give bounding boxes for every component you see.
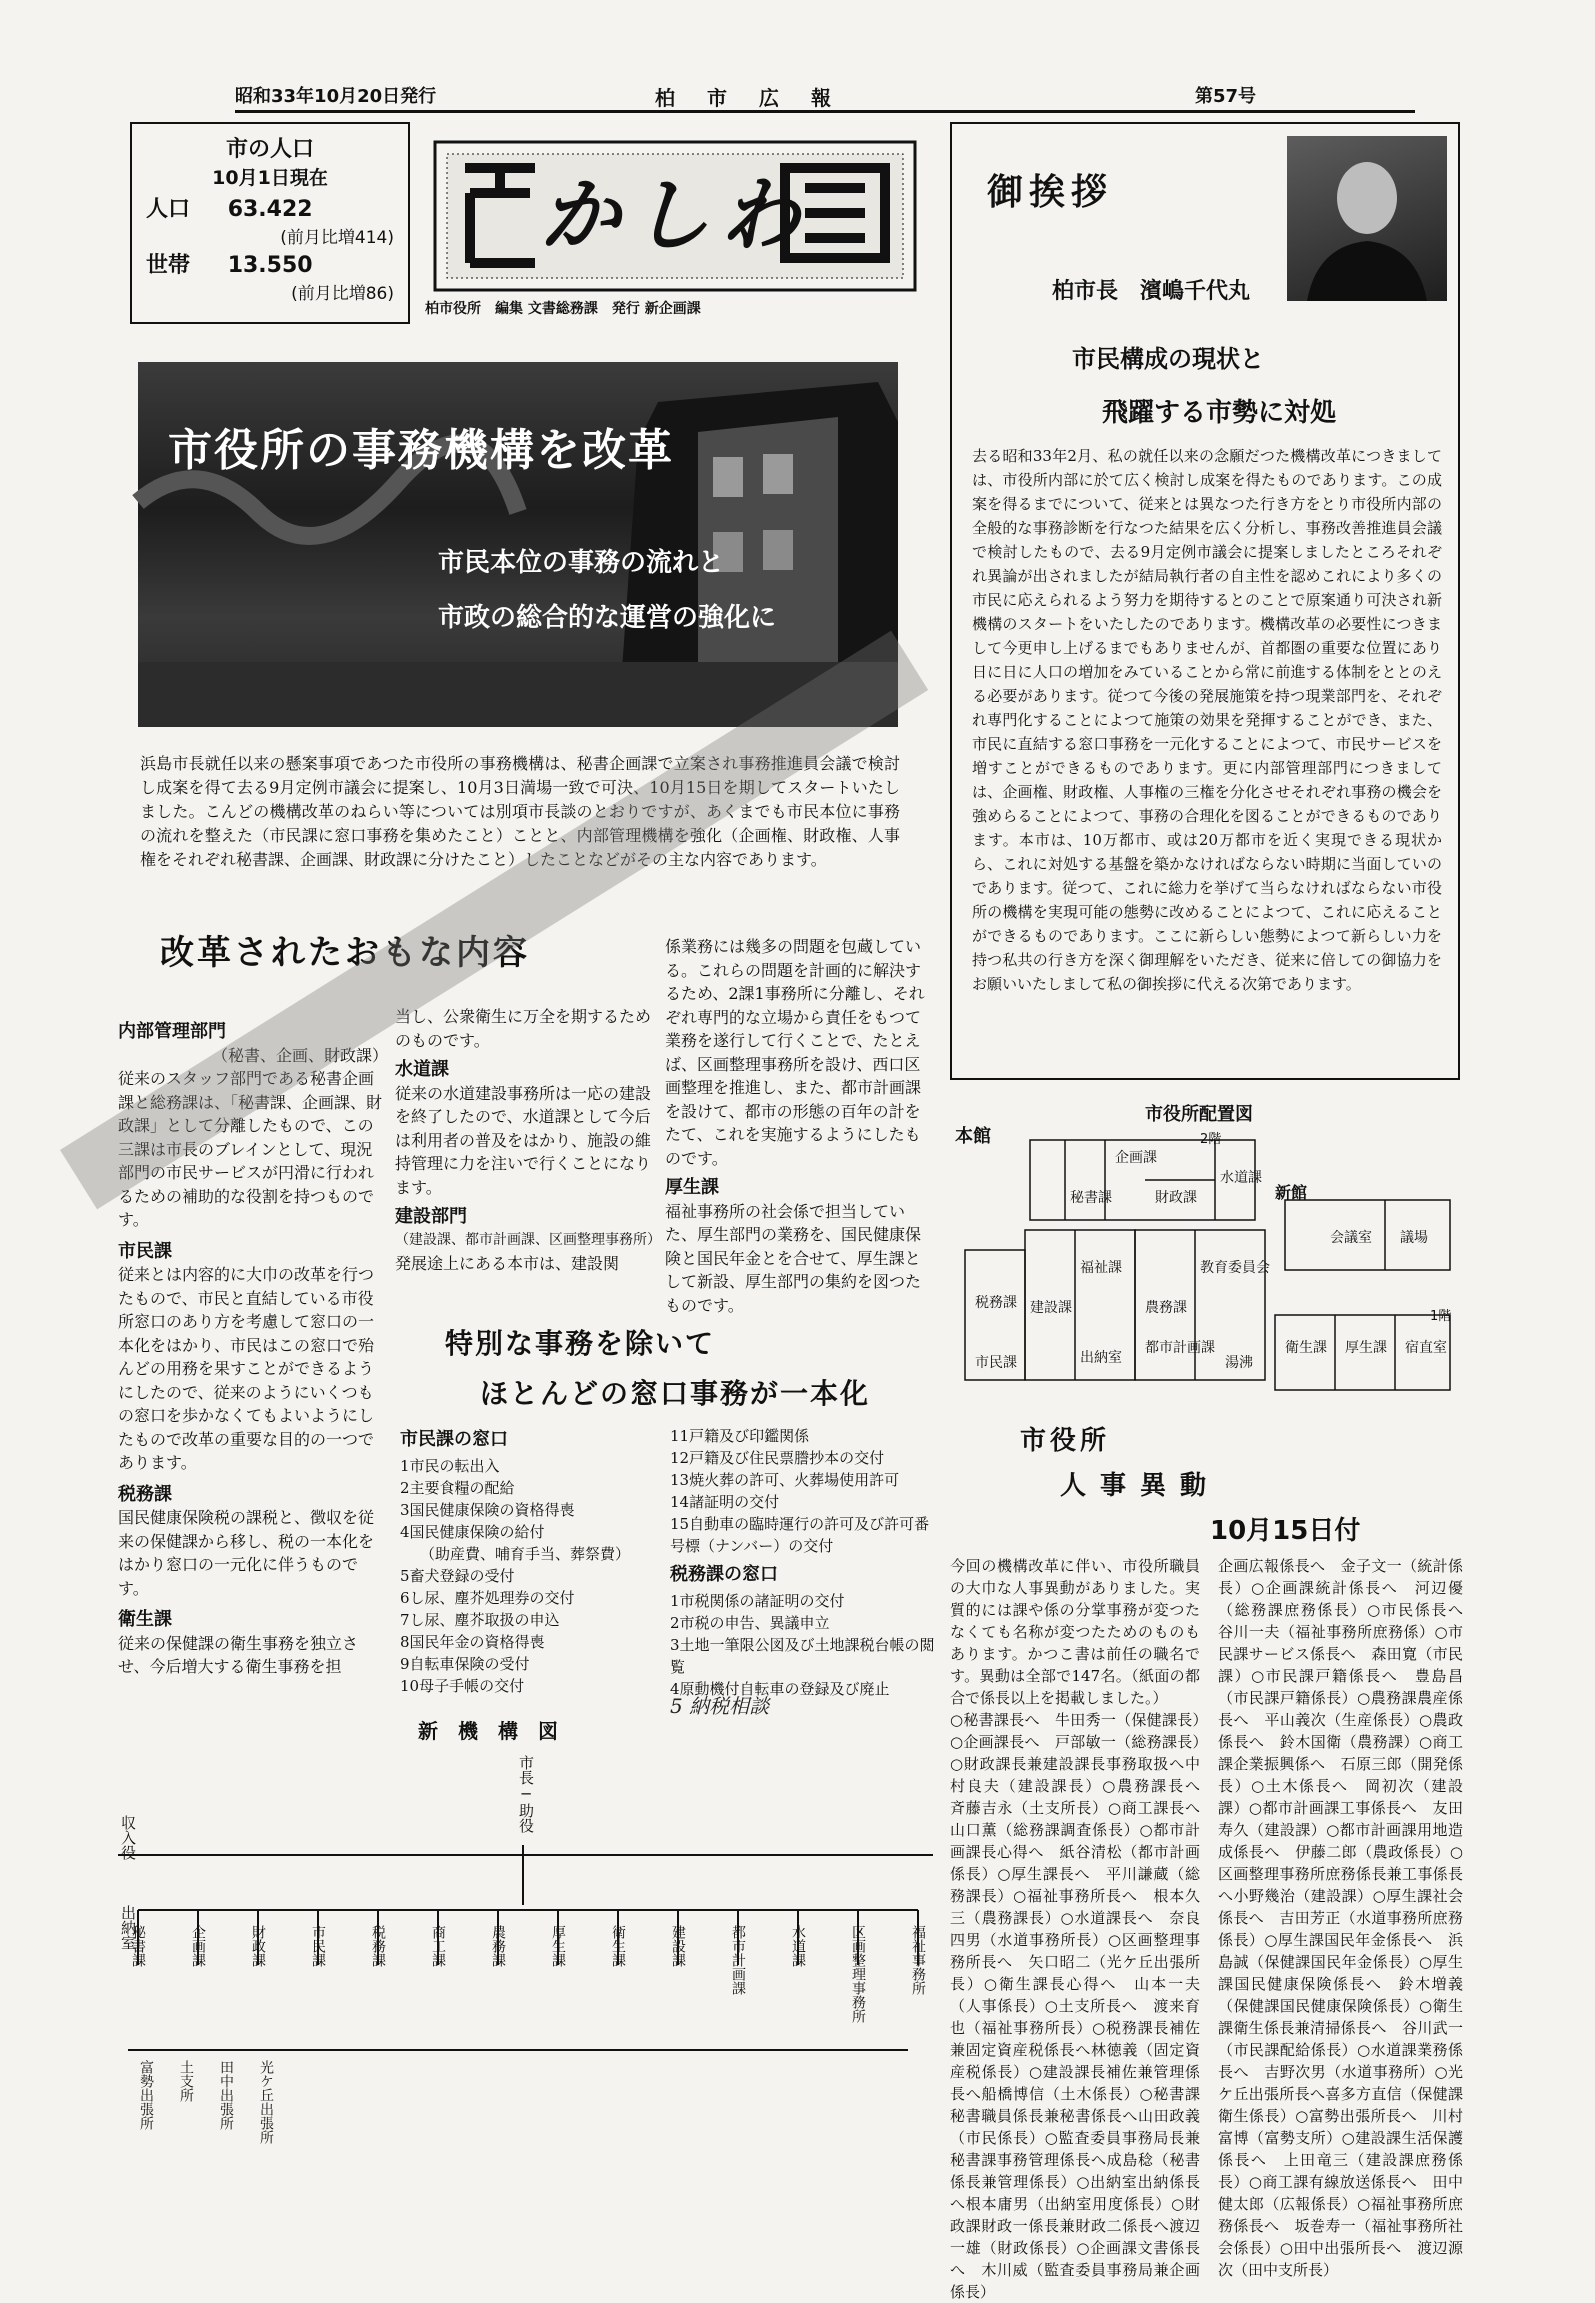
room-label: 湯沸 [1225,1355,1253,1371]
room-label: 秘書課 [1070,1190,1112,1206]
room-label: 衛生課 [1285,1340,1327,1356]
personnel-intro: 今回の機構改革に伴い、市役所職員の大巾な人事異動がありました。実質的には課や係の分掌事務が変つたなくても名称が変つたためのものもあります。かつこ書は前任の職名です。異動は全部で147名。（紙面の都合で係長以上を掲載しました。） [950,1557,1200,1707]
org-dept: 秘書課 [130,1925,146,1967]
shinkan-label: 新館 [1275,1183,1308,1202]
greeting-box [950,122,1460,1080]
masthead-logo [425,128,925,318]
list-item: 8国民年金の資格得喪 [400,1633,545,1651]
window-title1: 特別な事務を除いて [445,1327,716,1360]
room-label: 財政課 [1155,1190,1197,1206]
reform-text: 福祉事務所の社会係で担当していた、厚生部門の業務を、国民健康保険と国民年金とを合せて、厚生課として新設、厚生部門の集約を図つたものです。 [665,1201,922,1315]
personnel-title2: 人事異動 [1060,1471,1221,1501]
floor-plan [955,1100,1460,1410]
reform-heading: 建設部門 [395,1206,467,1227]
shimin-window-list [400,1455,660,1697]
list-item: 13焼火葬の許可、火葬場使用許可 [670,1471,900,1489]
room-label: 農務課 [1145,1300,1187,1316]
personnel-date: 10月15日付 [1210,1516,1361,1546]
paper-name: 柏 市 広 報 [655,86,837,110]
room-label: 議場 [1400,1230,1428,1246]
list-item: 4原動機付自転車の登録及び廃止 [670,1680,890,1698]
masthead-rule [235,110,1415,113]
room-label: 企画課 [1115,1150,1157,1166]
org-dept: 建設課 [670,1925,686,1967]
shimin-window-list-2 [670,1425,935,1557]
reform-heading: 税務課 [118,1483,172,1505]
org-chart-title: 新 機 構 図 [418,1719,558,1743]
people-label: 人口 [146,197,191,222]
reform-text: 従来のスタッフ部門である秘書企画課と総務課は、「秘書課、企画課、財政課」として分離したもので、この三課は市長のブレインとして、現況部門の市民サービスが円滑に行われるための補助的な役割を持つものです。 [118,1069,383,1229]
room-label: 会議室 [1330,1230,1372,1246]
list-item: 15自動車の臨時運行の許可及び許可番号標（ナンバー）の交付 [670,1515,930,1555]
households-label: 世帯 [146,253,191,278]
households-value: 13.550 [227,253,313,278]
zeimu-window-title: 税務課の窓口 [670,1564,778,1585]
reform-heading: 水道課 [395,1059,449,1080]
org-dept: 財政課 [250,1925,266,1967]
org-dept: 農務課 [490,1925,506,1967]
floor1-label: 1階 [1430,1309,1452,1324]
reform-text: 係業務には幾多の問題を包蔵している。これらの問題を計画的に解決するため、2課1事務所に分離し、それぞれ専門的な立場から責任をもつて業務を遂行して行くことで、たとえば、区画整理事務所を設け、西口区画整理を推進し、また、都市計画課を設けて、都市の形態の百年の計をたて、これを実施するようにしたものです。 [665,937,925,1168]
handwritten-note: 5 納税相談 [670,1694,770,1718]
reform-text: 国民健康保険税の課税と、徴収を従来の保健課から移し、税の一本化をはかり窓口の一元化に伴うものです。 [118,1508,375,1598]
personnel-title1: 市役所 [1020,1426,1111,1456]
reform-text: 当し、公衆衛生に万全を期するためのものです。 [395,1007,652,1050]
reform-text: 従来の保健課の衛生事務を独立させ、今后増大する衛生事務を担 [118,1633,359,1676]
reform-text: 発展途上にある本市は、建設関 [395,1254,620,1273]
population-title: 市の人口 [225,137,314,162]
org-chart-lines [118,1705,933,2165]
reform-sub: （秘書、企画、財政課） [211,1045,388,1065]
list-item: 11戸籍及び印鑑関係 [670,1427,810,1445]
greeting-author: 柏市長 濱嶋千代丸 [1052,279,1251,304]
window-title2: ほとんどの窓口事務が一本化 [480,1377,871,1410]
org-dept: 区画整理事務所 [850,1925,866,2023]
population-box [130,122,410,324]
org-dept: 企画課 [190,1925,206,1967]
reform-text: 従来とは内容的に大巾の改革を行つたもので、市民と直結している市役所窓口のあり方を考慮して窓口の一本化をはかり、市民はこの窓口で殆んどの用務を果すことができるようにしたので、従来のようにいくつもの窓口を歩かなくてもよいようにしたもので改革の重要な目的の一つであります。 [118,1265,375,1472]
headline-sub2: 市政の総合的な運営の強化に [438,603,777,633]
reform-item [118,1608,388,1679]
list-item: （助産費、哺育手当、葬祭費） [420,1545,631,1563]
room-label: 市民課 [975,1355,1017,1371]
org-branch: 田中出張所 [218,2060,234,2130]
zeimu-window-list [670,1590,935,1700]
org-dept: 商工課 [430,1925,446,1967]
reform-heading: 衛生課 [118,1609,172,1630]
headline-sub1: 市民本位の事務の流れと [438,548,725,578]
org-head: 市長─助役 [517,1755,535,1833]
personnel-list-1: ○秘書課長へ 牛田秀一（保健課長）○企画課長へ 戸部敏一（総務課長）○財政課長兼建設課長事務取扱へ中村良夫（建設課長）○農務課長へ 斉藤吉永（土支所長）○商工課長へ 山口薫（総務課調査係長）○都市計画課長心得へ 紙谷清松（都市計画係長）○厚生課長へ 平川謙蔵（総務課長）○福祉事務所長へ 根本久三（農務課長）○水道課長へ 奈良四男（水道事務所長）○区画整理事務所長へ 矢口昭二（光ケ丘出張所長）○衛生課長心得へ 山本一夫（人事係長）○土支所長へ 渡来育也（福祉事務所長）○税務課長補佐兼固定資産税係長へ林徳義（固定資産税係長）○建設課長補佐兼管理係長へ船橋博信（土木係長）○秘書課秘書職員係長兼秘書係長へ山田政義（市民係長）○監査委員事務局長兼秘書課事務管理係長へ成島稔（秘書係長兼管理係長）○出納室出納係長へ根本庸男（出納室用度係長）○財政課財政一係長兼財政二係長へ渡辺一雄（財政係長）○企画課文書係長へ 木川威（監査委員事務局兼企画係長） [950,1711,1216,2301]
room-label: 教育委員会 [1200,1260,1270,1276]
list-item: 3国民健康保険の資格得喪 [400,1501,575,1519]
shimin-window-title: 市民課の窓口 [400,1429,508,1450]
reform-col3 [665,935,930,1315]
floor-plan-drawing [955,1100,1460,1410]
list-item: 3土地一筆限公図及び土地課税台帳の閲覧 [670,1636,935,1676]
mayor-portrait [1287,136,1447,301]
reform-text: 従来の水道建設事務所は一応の建設を終了したので、水道課として今后は利用者の普及をはかり、施設の維持管理に力を注いで行くことになります。 [395,1083,652,1197]
issue-date: 昭和33年10月20日発行 [235,86,437,107]
room-label: 建設課 [1030,1300,1072,1316]
greeting-subtitle2: 飛躍する市勢に対処 [1102,398,1337,428]
list-item: 5畜犬登録の受付 [400,1567,515,1585]
honkan-label: 本館 [955,1126,991,1147]
list-item: 14諸証明の交付 [670,1493,780,1511]
list-item: 2主要食糧の配給 [400,1479,515,1497]
households-change: (前月比増86) [291,284,394,304]
list-item: 1市民の転出入 [400,1457,500,1475]
intro-paragraph: 浜島市長就任以来の懸案事項であつた市役所の事務機構は、秘書企画課で立案され事務推進員会議で検討し成案を得て去る9月定例市議会に提案し、10月3日満場一致で可決、10月15日を期してスタートいたしました。こんどの機構改革のねらい等については別項市長談のとおりですが、あくまでも市民本位に事務の流れを整えた（市民課に窓口事務を集めたこと）ことと、内部管理機構を強化（企画権、財政権、人事権をそれぞれ秘書課、企画課、財政課に分けたこと）したことなどがその主な内容であります。 [140,754,900,869]
reform-title: 改革されたおもな内容 [160,933,530,973]
headline-photo [138,362,898,727]
org-branch: 土支所 [178,2060,194,2102]
room-label: 都市計画課 [1145,1340,1215,1356]
reform-heading: 内部管理部門 [118,1021,226,1042]
list-item: 4国民健康保険の給付 [400,1523,545,1541]
org-dept: 衛生課 [610,1925,626,1967]
room-label: 宿直室 [1405,1340,1447,1356]
list-item: 1市税関係の諸証明の交付 [670,1592,845,1610]
room-label: 厚生課 [1345,1340,1387,1356]
room-label: 税務課 [975,1295,1017,1311]
people-change: (前月比増414) [280,228,394,248]
room-label: 水道課 [1220,1170,1262,1186]
org-dept: 都市計画課 [730,1925,746,1995]
org-dept: 水道課 [790,1925,806,1967]
list-item: 6し尿、塵芥処理券の交付 [400,1589,575,1607]
org-branch: 光ケ丘出張所 [258,2060,274,2144]
reform-item [118,1483,388,1601]
logo-text: かしわ [540,169,810,262]
greeting-subtitle1: 市民構成の現状と [1072,345,1264,373]
org-dept: 税務課 [370,1925,386,1967]
org-top-left-sub: 出納室 [119,1905,137,1950]
personnel-col1 [950,1555,1216,2301]
masthead-strip [235,82,1415,108]
list-item: 7し尿、塵芥取扱の申込 [400,1611,560,1629]
headline-main: 市役所の事務機構を改革 [168,425,674,476]
greeting-title: 御挨拶 [987,172,1114,213]
issue-number: 第57号 [1195,86,1257,107]
reform-sub: （建設課、都市計画課、区画整理事務所） [395,1231,661,1248]
org-branch: 富勢出張所 [138,2060,154,2130]
org-chart [118,1705,933,2165]
room-label: 出納室 [1080,1350,1122,1366]
people-value: 63.422 [227,197,313,222]
reform-item [118,1240,388,1475]
mayor-photo [1287,136,1447,301]
floor2-label: 2階 [1200,1132,1222,1147]
greeting-text: 去る昭和33年2月、私の就任以来の念願だつた機構改革につきましては、市役所内部に於て広く検討し成案を得たものであります。この成案を得るまでについて、従来とは異なつた行き方をとり市役所内部の全般的な事務診断を行なつた結果を広く分析し、事務改善推進員会議で検討したもので、去る9月定例市議会に提案しましたところそれぞれ異論が出されましたが結局執行者の自主性を認めこれにより多くの市民に応えられるよう努力を期待するとのことで原案通り可決され新機構のスタートをいたしたのであります。機構改革の必要性につきまして今更申し上げるまでもありませんが、首都圏の重要な位置にあり日に日に人口の増加をみていることから常に前進する体制をととのえる必要があります。従つて今後の発展施策を持つ現業部門を、それぞれ専門化することによつて施策の効果を発揮することができ、また、市民に直結する窓口事務を一元化することによつて、市民サービスを増すことができるものであります。更に内部管理部門につきましては、企画権、財政権、人事権の三権を分化させそれぞれ事務の機会を強めらることによつて、事務の合理化を図ることができるものであります。本市は、10万都市、或は20万都市を近く実現できる現状から、これに対処する基盤を築かなければならない時期に当面していのであります。従つて、これに総力を挙げて当らなければならない市役所の機構を実現可能の態勢に改めることによつて、これに応えることができるものであります。ここに新らしい態勢によつて新らしい力を持つ私共の行き方を深く御理解をいただき、従来に倍しての御協力をお願いいたしまして私の御挨拶に代える次第であります。 [972,447,1442,993]
population-date: 10月1日現在 [212,167,328,189]
list-item: 2市税の申告、異議申立 [670,1614,830,1632]
reform-heading: 市民課 [118,1240,172,1262]
list-item: 9自転車保険の受付 [400,1655,530,1673]
publisher-line: 柏市役所 編集 ⽂書総務課 発行 新企画課 [425,301,701,317]
list-item: 10母子手帳の交付 [400,1677,525,1695]
org-dept: 市民課 [310,1925,326,1967]
personnel-col2: 企画広報係長へ 金子文一（統計係長）○企画課統計係長へ 河辺優（総務課庶務係長）○市民係長へ 谷川一夫（福祉事務所庶務係）○市民課サービス係長へ 森田寛（市民課）○市民課戸籍係長へ 豊島昌（市民課戸籍係長）○農務課農産係長へ 平山義次（生産係長）○農政係長へ 鈴木国衛（農務課）○商工課企業振興係へ 石原三郎（開発係長）○土木係長へ 岡初次（建設課）○都市計画課工事係長へ 友田寿久（建設課）○都市計画課用地造成係長へ 伊藤二郎（農政係長）○区画整理事務所庶務係長兼工事係長へ小野幾治（建設課）○厚生課社会係長へ 吉田芳正（水道事務所庶務係長）○厚生課国民年金係長へ 浜島誠（保健課国民年金係長）○厚生課国民健康保険係長へ 鈴木増義（保健課国民健康保険係長）○衛生課衛生係長兼清掃係長へ 谷川武一（市民課配給係長）○水道課業務係長へ 吉野次男（水道事務所）○光ケ丘出張所長へ喜多方直信（保健課衛生係長）○富勢出張所長へ 川村富博（富勢支所）○建設課生活保護係長へ 上田竜三（建設課庶務係長）○商工課有線放送係長へ 田中健太郎（広報係長）○福祉事務所庶務係長へ 坂巻寿一（福祉事務所社会係長）○田中出張所長へ 渡辺源次（田中支所長） [1218,1557,1479,2279]
room-label: 福祉課 [1080,1260,1122,1276]
reform-heading: 厚生課 [665,1177,719,1198]
list-item: 12戸籍及び住民票謄抄本の交付 [670,1449,885,1467]
org-top-left: 収入役 [119,1815,137,1860]
reform-col2 [395,1005,661,1305]
org-dept: 福祉事務所 [910,1925,926,1995]
floor-plan-title: 市役所配置図 [1145,1104,1253,1125]
org-dept: 厚生課 [550,1925,566,1967]
